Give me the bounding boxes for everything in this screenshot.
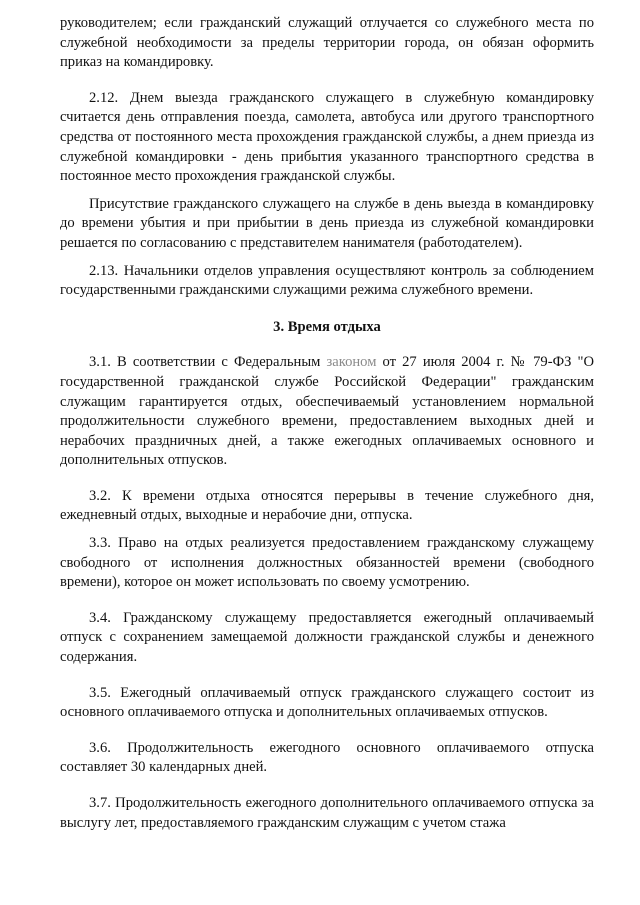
- law-link[interactable]: законом: [326, 354, 377, 371]
- paragraph-2-12: 2.12. Днем выезда гражданского служащего в служебную командировку считается день отправления поезда, самолета, автобуса или другого транспортного средства от постоянного места прохождения гражданской службы, а днем приезда из служебной командировки - день прибытия указанного транспортного средства в постоянное место прохождения гражданской службы.: [60, 89, 594, 185]
- paragraph-3-2: 3.2. К времени отдыха относятся перерывы в течение служебного дня, ежедневный отдых, выходные и нерабочие дни, отпуска.: [60, 487, 594, 524]
- paragraph-3-1-start: 3.1. В соответствии с Федеральным: [89, 354, 327, 371]
- paragraph-3-3: 3.3. Право на отдых реализуется предоставлением гражданскому служащему свободного от исполнения должностных обязанностей времени (свободного времени), которое он может использовать по своему усмотрению.: [60, 535, 594, 591]
- paragraph-continuation: руководителем; если гражданский служащий отлучается со служебного места по служебной необходимости за пределы территории города, он обязан оформить приказ на командировку.: [60, 15, 594, 71]
- paragraph-3-6: 3.6. Продолжительность ежегодного основного оплачиваемого отпуска составляет 30 календарных дней.: [60, 739, 594, 776]
- paragraph-2-12-presence: Присутствие гражданского служащего на службе в день выезда в командировку до времени убытия и при прибытии в день приезда из служебной командировки решается по согласованию с представителем нанимателя (работодателем).: [60, 195, 594, 251]
- paragraph-3-1-end: от 27 июля 2004 г. № 79-ФЗ "О государственной гражданской службе Российской Федерации" гражданским служащим гарантируется отдых, обеспечиваемый установлением нормальной продолжительности служебного времени, предоставлением выходных дней и нерабочих праздничных дней, а также ежегодных оплачиваемых основного и дополнительных отпусков.: [60, 354, 595, 469]
- paragraph-3-4: 3.4. Гражданскому служащему предоставляется ежегодный оплачиваемый отпуск с сохранением замещаемой должности гражданской службы и денежного содержания.: [60, 609, 594, 666]
- paragraph-3-5: 3.5. Ежегодный оплачиваемый отпуск гражданского служащего состоит из основного оплачиваемого отпуска и дополнительных оплачиваемых отпусков.: [60, 684, 594, 721]
- paragraph-3-7: 3.7. Продолжительность ежегодного дополнительного оплачиваемого отпуска за выслугу лет, предоставляемого гражданским служащим с учетом стажа: [60, 795, 594, 831]
- paragraph-2-13: 2.13. Начальники отделов управления осуществляют контроль за соблюдением государственными гражданскими служащими режима служебного времени.: [60, 262, 594, 299]
- paragraph-3-1: [60, 353, 594, 471]
- section-heading: 3. Время отдыха: [273, 318, 381, 335]
